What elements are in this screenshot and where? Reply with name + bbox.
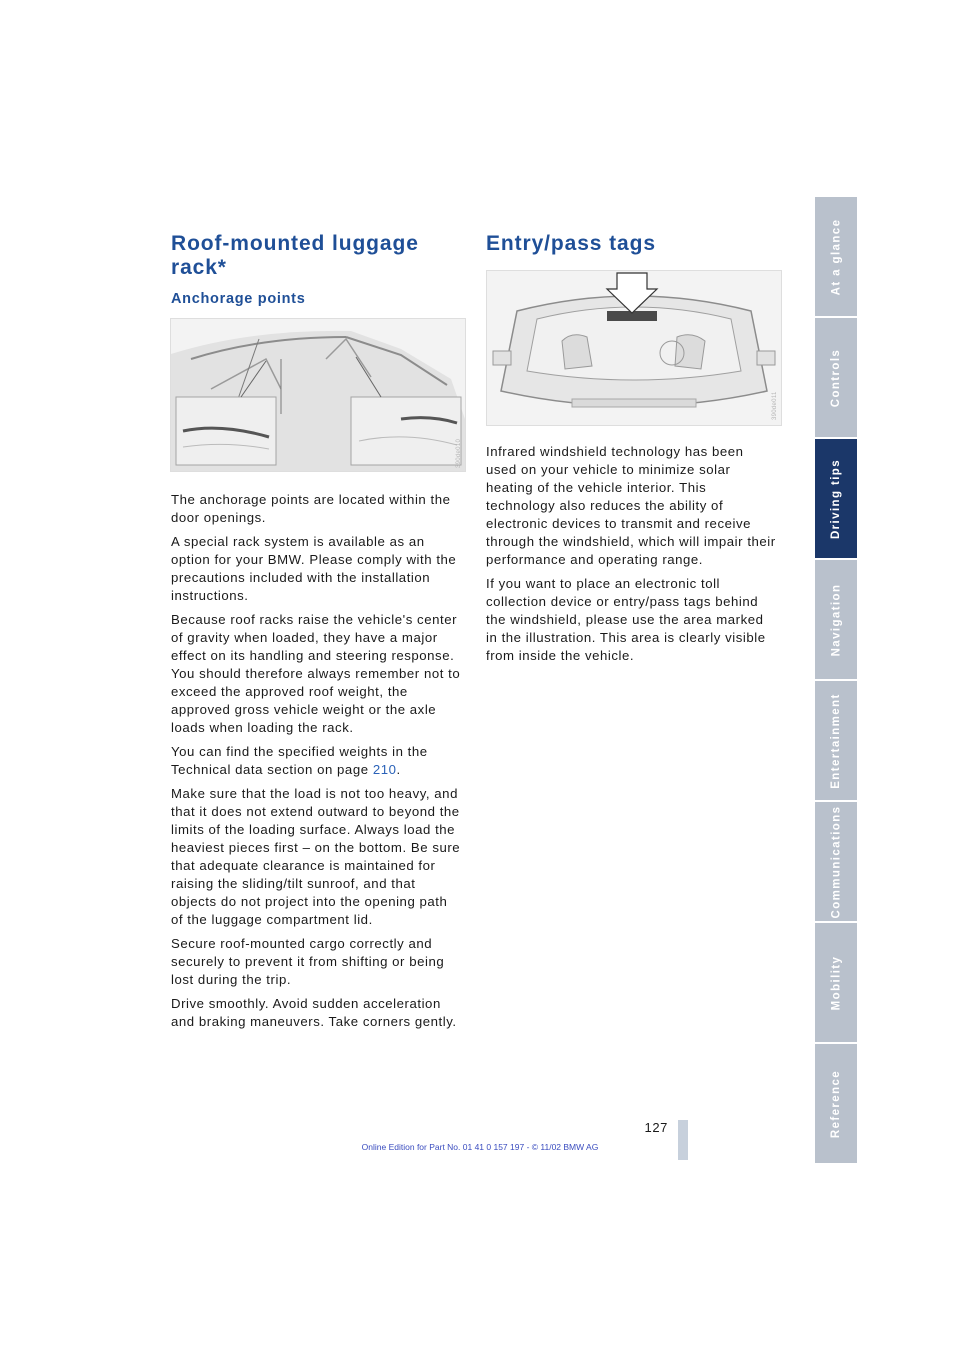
tab-at-a-glance[interactable]	[815, 197, 857, 316]
tab-label: Communications	[830, 805, 843, 918]
paragraph: Because roof racks raise the vehicle's center of gravity when loaded, they have a major effect on its handling and steering response.	[171, 612, 458, 663]
figure-code-left: 390de010	[456, 438, 462, 468]
tab-entertainment[interactable]	[815, 681, 857, 800]
paragraph-text: .	[396, 762, 401, 777]
section-title-entry-pass-tags: Entry/pass tags	[486, 232, 656, 255]
paragraph: You should therefore always remember not to exceed the approved roof weight, the approved gross vehicle weight or the axle loads when loading the rack.	[171, 666, 461, 735]
windshield-illustration	[486, 270, 782, 426]
tab-label: At a glance	[830, 218, 843, 295]
tab-navigation[interactable]	[815, 560, 857, 679]
paragraph: Infrared windshield technology has been used on your vehicle to minimize solar heating of the vehicle interior. This technology also reduces the ability of electronic devices to transmit and receive through the windshield, which will impair their performance and operating range.	[486, 444, 776, 567]
paragraph: Secure roof-mounted cargo correctly and securely to prevent it from shifting or being lost during the trip.	[171, 936, 445, 987]
paragraph: A special rack system is available as an option for your BMW. Please comply with the precautions included with the installation instructions.	[171, 534, 457, 603]
paragraph-text: You can find the specified weights in the Technical data section on page	[171, 744, 428, 777]
paragraph	[171, 743, 463, 779]
tab-label: Driving tips	[830, 458, 842, 539]
paragraph: Drive smoothly. Avoid sudden acceleration and braking maneuvers. Take corners gently.	[171, 996, 457, 1029]
tab-communications[interactable]	[815, 802, 857, 921]
section-title-roof-rack: Roof-mounted luggage rack*	[171, 232, 419, 279]
tab-label: Reference	[830, 1069, 842, 1138]
tab-reference[interactable]	[815, 1044, 857, 1163]
figure-code-right: 390de011	[772, 391, 778, 420]
page-number: 127	[644, 1120, 668, 1135]
tab-controls[interactable]	[815, 318, 857, 437]
page-marker-bar	[678, 1120, 688, 1160]
tab-mobility[interactable]	[815, 923, 857, 1042]
subsection-title-anchorage-points: Anchorage points	[171, 291, 306, 307]
tab-label: Mobility	[830, 955, 843, 1010]
paragraph: Make sure that the load is not too heavy, and that it does not extend outward to beyond the limits of the loading surface. Always load the heaviest pieces first – on the bottom. Be sure that adequate clearance is maintained for raising the sliding/tilt sunroof, and that objects do not project into the opening path of the luggage compartment lid.	[171, 786, 461, 927]
left-body-text	[171, 491, 463, 1037]
tab-label: Controls	[830, 348, 843, 407]
right-body-text	[486, 443, 778, 671]
paragraph: If you want to place an electronic toll collection device or entry/pass tags behind the windshield, please use the area marked in the illustration. This area is clearly visible from inside the vehicle.	[486, 576, 766, 663]
footer-edition-note: Online Edition for Part No. 01 41 0 157 197 - © 11/02 BMW AG	[361, 1142, 599, 1152]
chapter-tabs	[815, 197, 857, 1165]
paragraph: The anchorage points are located within the door openings.	[171, 492, 451, 525]
page-link-210[interactable]: 210	[372, 762, 397, 777]
tab-label: Navigation	[830, 583, 843, 656]
tab-driving-tips[interactable]	[815, 439, 857, 558]
tab-label: Entertainment	[830, 692, 842, 789]
anchorage-points-illustration	[170, 318, 466, 472]
